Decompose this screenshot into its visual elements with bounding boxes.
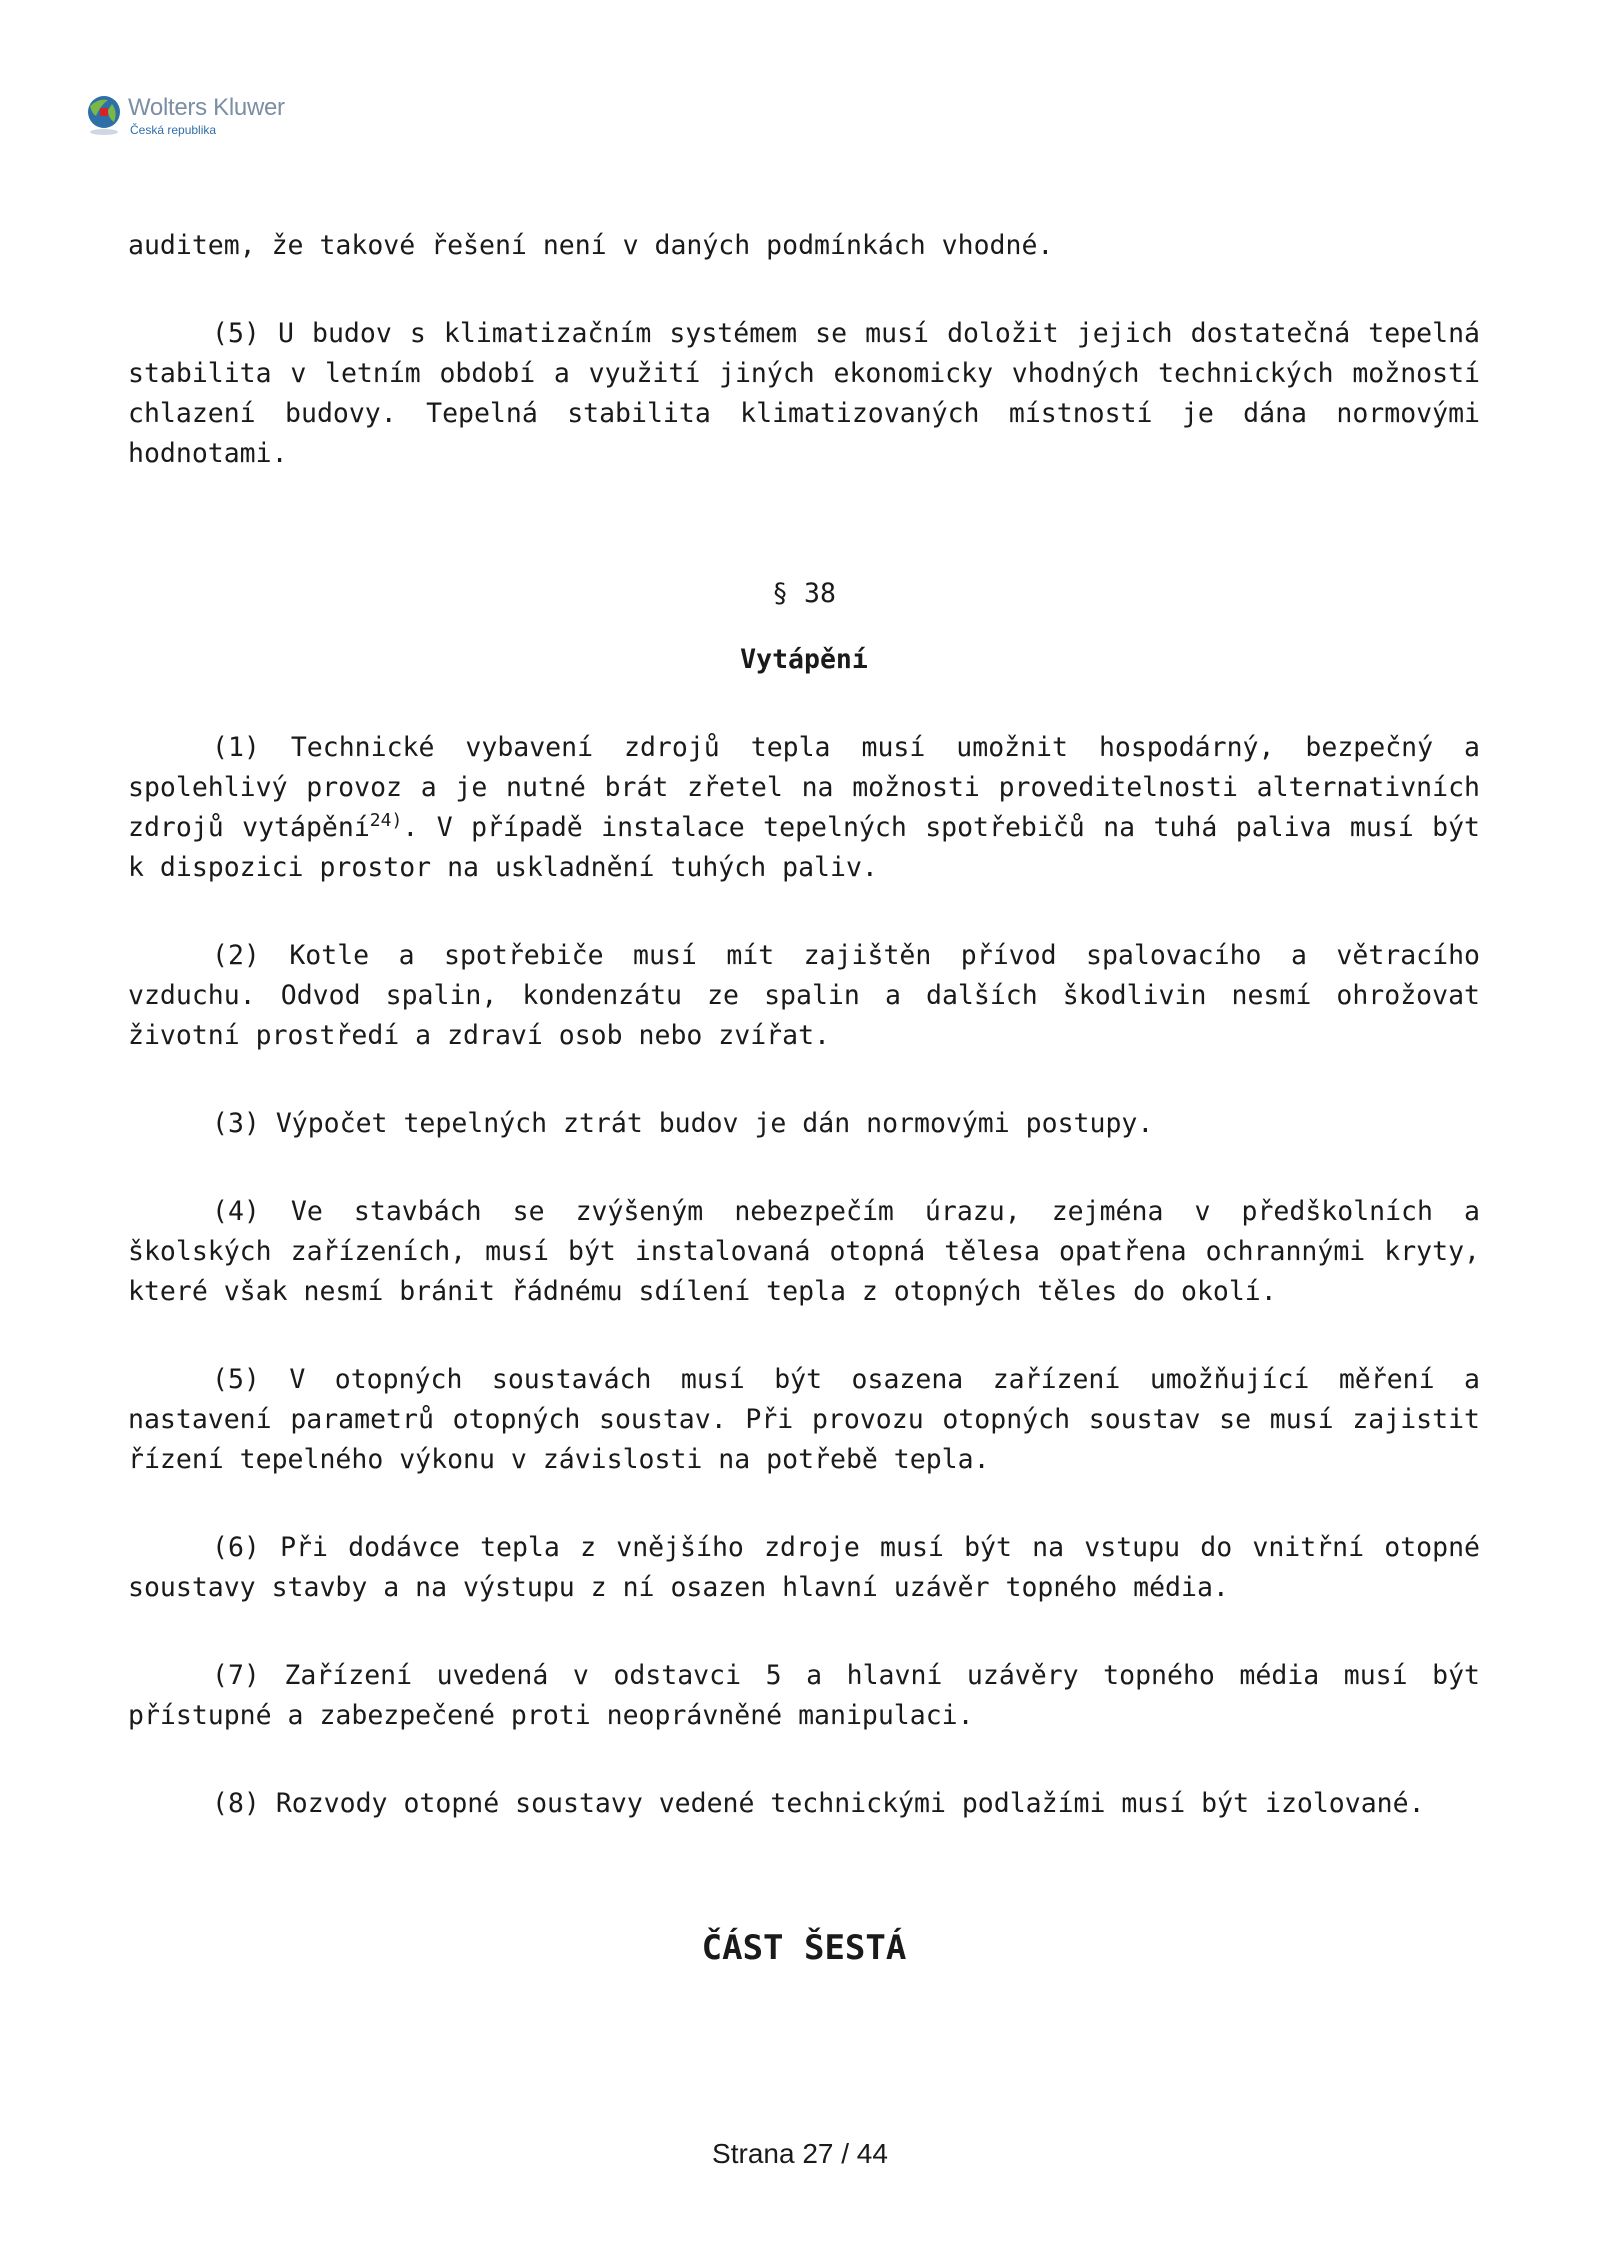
document-body — [128, 226, 1480, 1968]
logo-subtitle: Česká republika — [130, 123, 217, 137]
wolters-kluwer-logo — [86, 94, 285, 142]
paragraph-7: (7) Zařízení uvedená v odstavci 5 a hlavní uzávěry topného média musí být přístupné a zabezpečené proti neoprávněné manipulaci. — [128, 1660, 1480, 1731]
paragraph-2: (2) Kotle a spotřebiče musí mít zajištěn přívod spalovacího a větracího vzduchu. Odvod spalin, kondenzátu ze spalin a dalších škodlivin nesmí ohrožovat životní prostředí a zdraví osob nebo zvířat. — [128, 940, 1480, 1051]
footnote-reference: 24) — [369, 810, 403, 832]
wolters-kluwer-globe-icon — [86, 94, 122, 138]
logo-name: Wolters Kluwer — [128, 94, 285, 121]
paragraph-previous-5: (5) U budov s klimatizačním systémem se musí doložit jejich dostatečná tepelná stabilita v letním období a využití jiných ekonomicky vhodných technických možností chlazení budovy. Tepelná stabilita klimatizovaných místností je dána normovými hodnotami. — [128, 318, 1480, 469]
page-number: Strana 27 / 44 — [712, 2138, 888, 2169]
paragraph-6: (6) Při dodávce tepla z vnějšího zdroje musí být na vstupu do vnitřní otopné soustavy stavby a na výstupu z ní osazen hlavní uzávěr topného média. — [128, 1532, 1480, 1603]
paragraph-1-text-end: . V případě instalace tepelných spotřebičů na tuhá paliva musí být k dispozici prostor na uskladnění tuhých paliv. — [128, 812, 1480, 883]
section-number: § 38 — [772, 578, 836, 609]
paragraph-3: (3) Výpočet tepelných ztrát budov je dán normovými postupy. — [212, 1108, 1154, 1139]
paragraph-8: (8) Rozvody otopné soustavy vedené technickými podlažími musí být izolované. — [212, 1788, 1425, 1819]
part-title: ČÁST ŠESTÁ — [701, 1928, 907, 1968]
paragraph-1-text: (1) Technické vybavení zdrojů tepla musí umožnit hospodárný, bezpečný a spolehlivý provoz a je nutné brát zřetel na možnosti proveditelnosti alternativních zdrojů vytápění — [128, 732, 1480, 843]
section-title: Vytápění — [740, 644, 868, 675]
paragraph-continuation: auditem, že takové řešení není v daných podmínkách vhodné. — [128, 230, 1054, 261]
paragraph-4: (4) Ve stavbách se zvýšeným nebezpečím úrazu, zejména v předškolních a školských zařízeních, musí být instalovaná otopná tělesa opatřena ochrannými kryty, které však nesmí bránit řádnému sdílení tepla z otopných těles do okolí. — [128, 1196, 1480, 1307]
paragraph-5: (5) V otopných soustavách musí být osazena zařízení umožňující měření a nastavení parametrů otopných soustav. Při provozu otopných soustav se musí zajistit řízení tepelného výkonu v závislosti na potřebě tepla. — [128, 1364, 1480, 1475]
paragraph-1 — [128, 728, 1480, 888]
